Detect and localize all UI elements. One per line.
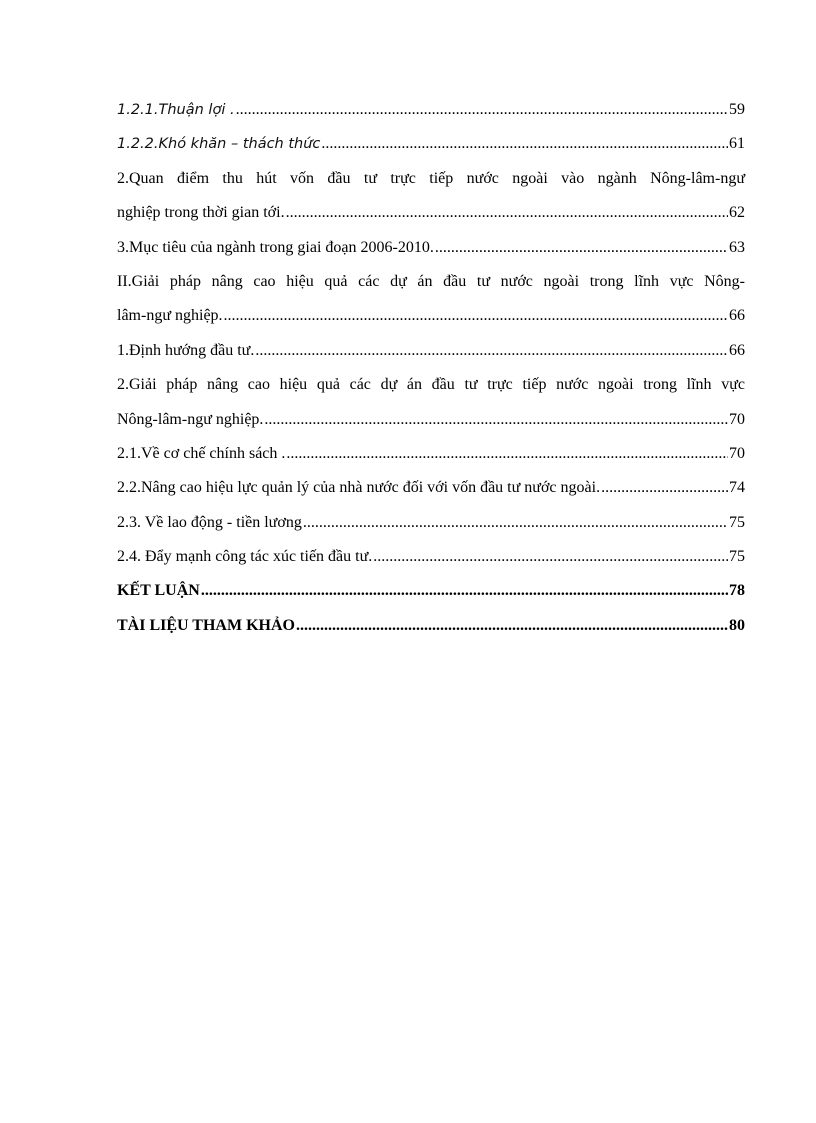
toc-page-number: 75 — [729, 548, 745, 566]
dot-leader — [373, 547, 728, 567]
dot-leader — [321, 134, 728, 154]
dot-leader — [255, 341, 728, 361]
toc-entry-title: lâm-ngư nghiệp. — [117, 307, 223, 325]
toc-entry-ii[interactable] — [117, 272, 745, 341]
toc-page-number: 59 — [729, 101, 745, 118]
toc-entry-title: 1.2.1.Thuận lợi . — [117, 102, 235, 118]
toc-entry-title: nghiệp trong thời gian tới. — [117, 204, 285, 222]
dot-leader — [224, 306, 728, 326]
toc-entry-1-2-1[interactable] — [117, 100, 745, 134]
toc-entry-2-3[interactable] — [117, 513, 745, 547]
toc-page-number: 78 — [729, 582, 745, 600]
toc-entry-2[interactable] — [117, 169, 745, 238]
toc-entry-title-line1: II.Giải pháp nâng cao hiệu quả các dự án đầu tư nước ngoài trong lĩnh vực Nông- — [117, 272, 745, 290]
dot-leader — [286, 203, 728, 223]
toc-page-number: 70 — [729, 410, 745, 428]
toc-page-number: 75 — [729, 513, 745, 531]
dot-leader — [236, 100, 728, 120]
table-of-contents — [117, 100, 745, 650]
toc-entry-3[interactable] — [117, 238, 745, 272]
toc-entry-title: 2.3. Về lao động - tiền lương — [117, 513, 302, 531]
toc-entry-ii-1[interactable] — [117, 341, 745, 375]
toc-entry-title-line1: 2.Giải pháp nâng cao hiệu quả các dự án đầu tư trực tiếp nước ngoài trong lĩnh vực — [117, 376, 745, 394]
toc-entry-2-4[interactable] — [117, 547, 745, 581]
toc-entry-title-line1: 2.Quan điểm thu hút vốn đầu tư trực tiếp nước ngoài vào ngành Nông-lâm-ngư — [117, 169, 745, 187]
toc-entry-title: 1.Định hướng đầu tư. — [117, 341, 255, 359]
toc-page-number: 61 — [729, 135, 745, 153]
toc-page-number: 80 — [729, 616, 745, 634]
toc-entry-2-1[interactable] — [117, 444, 745, 478]
toc-entry-ii-2[interactable] — [117, 375, 745, 444]
toc-page-number: 66 — [729, 307, 745, 325]
toc-page-number: 63 — [729, 238, 745, 256]
toc-entry-1-2-2[interactable] — [117, 134, 745, 168]
toc-entry-references[interactable] — [117, 616, 745, 650]
toc-entry-title: 2.4. Đẩy mạnh công tác xúc tiến đầu tư. — [117, 548, 373, 566]
dot-leader — [303, 513, 728, 533]
dot-leader — [296, 616, 728, 636]
toc-entry-title: 2.1.Về cơ chế chính sách . — [117, 444, 286, 462]
dot-leader — [264, 410, 728, 430]
toc-page-number: 70 — [729, 444, 745, 462]
toc-entry-title: TÀI LIỆU THAM KHẢO — [117, 616, 295, 634]
dot-leader — [435, 238, 728, 258]
dot-leader — [286, 444, 728, 464]
toc-entry-title: KẾT LUẬN — [117, 582, 200, 600]
toc-page-number: 62 — [729, 204, 745, 222]
toc-page-number: 66 — [729, 341, 745, 359]
toc-entry-conclusion[interactable] — [117, 581, 745, 615]
toc-entry-title: 3.Mục tiêu của ngành trong giai đoạn 2006-2010. — [117, 238, 434, 256]
toc-entry-title: Nông-lâm-ngư nghiệp. — [117, 410, 264, 428]
toc-entry-title: 1.2.2.Khó khăn – thách thức — [117, 136, 321, 153]
toc-entry-title: 2.2.Nâng cao hiệu lực quản lý của nhà nước đối với vốn đầu tư nước ngoài. — [117, 479, 601, 497]
toc-entry-2-2[interactable] — [117, 478, 745, 512]
dot-leader — [601, 478, 728, 498]
dot-leader — [201, 581, 728, 601]
toc-page-number: 74 — [729, 479, 745, 497]
